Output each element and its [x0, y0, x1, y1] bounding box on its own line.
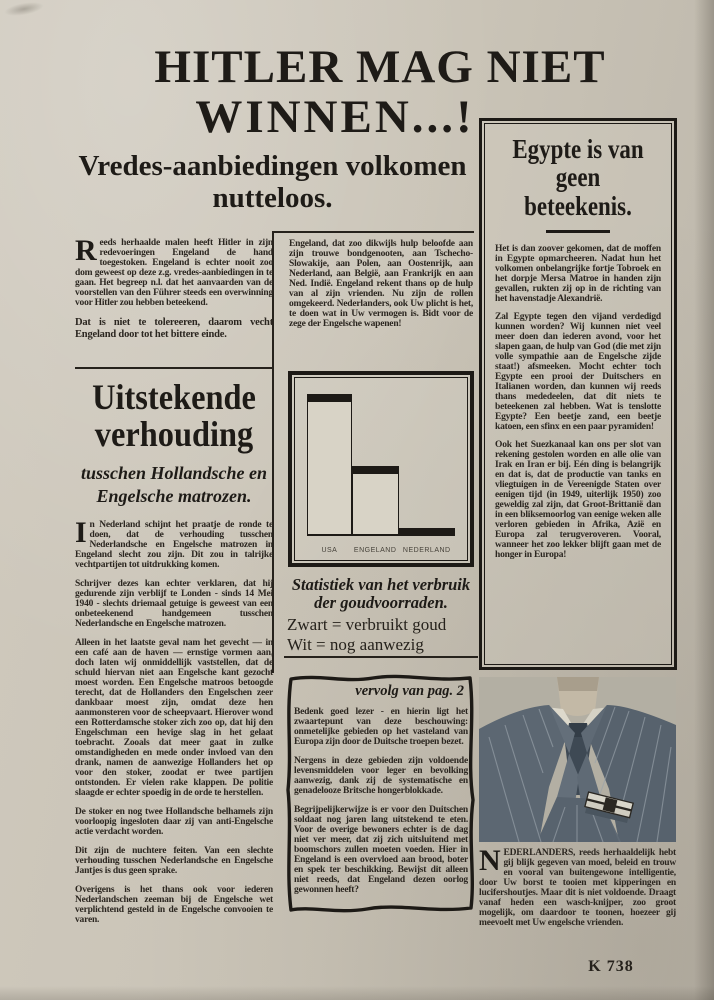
- gold-chart-inner-frame: [294, 377, 468, 561]
- chart-label-usa: USA: [321, 547, 338, 554]
- chart-label-nederland: NEDERLAND: [402, 547, 451, 554]
- chart-legend: [287, 615, 477, 655]
- chart-caption: Statistiek van het verbruik der goudvoorraden.: [291, 575, 471, 613]
- egypte-inner-frame: [484, 123, 672, 665]
- dropcap-i: I: [75, 516, 87, 550]
- matrozen-article: [75, 379, 273, 934]
- lead-article-col2: [289, 239, 473, 338]
- matrozen-paragraph: Schrijver dezes kan echter verklaren, dat hij gedurende zijn verblijf te Londen - sinds 14 Mei 1940 - slechts driemaal getuige is geweest van een onbeteekenend handgemeen tusschen Nederlandsche en Engelsche matrozen.: [75, 579, 273, 630]
- egypte-paragraph: Ook het Suezkanaal kan ons per slot van rekening gestolen worden en alle olie van Irak en Iran er bij. Eén ding is belangrijk en dat is, dat de productie van tanks en vliegtuigen in de Vereenigde Staten over eenigen tijd (in 1949, uiterlijk 1950) zoo geweldig zal zijn, dat Groot-Brittanië dan in een bliksemoorlog van eenige weken alle verloren gebieden in Afrika, Azië en Europa zal terugveroveren. Vooral, wanneer het zoo lekker blijft gaan met de honger in Europa!: [495, 439, 661, 560]
- lead-article-col1: [75, 234, 273, 349]
- continuation-paragraph: Bedenk goed lezer - en hierin ligt het zwaartepunt van deze beschouwing: onmetelijke gebieden op het vasteland van Europa zijn door de Duitsche troepen bezet.: [294, 707, 468, 747]
- mid-column-bottom-rule: [284, 656, 478, 658]
- matrozen-paragraph: Alleen in het laatste geval nam het gevecht — in een café aan de haven — ernstige vormen aan, doch laten wij onmiddellijk vaststellen, dat de schuld hiervan niet aan Engelsche kant gezocht moest worden. Een Engelsche matroos betoogde terecht, dat de Hollanders den Engelschen zeer dankbaar moest zijn, omdat deze hen aanmonsteren voor de scheepvaart. Hierover wond een Rotterdamsche stoker zich zoo op, dat hij den Engelschman een hevige slag in het gelaat toebracht. Zooals dat meer gaat in zulke omstandigheden en mede onder invloed van den drank, namen de aanwezige Hollanders het op voor den stoker, zoodat er twee partijen ontstonden. Er vielen rake klappen. De politie slaagde er echter spoedig in de orde te herstellen.: [75, 638, 273, 799]
- egypte-body: [495, 244, 661, 560]
- matrozen-paragraph: In Nederland schijnt het praatje de ronde te doen, dat de verhouding tusschen Nederlandsche en Engelsche matrozen in Engeland slecht zou zijn. Dit zou in talrijke vechtpartijen tot uitdrukking komen.: [75, 516, 273, 571]
- lead-paragraph-3: Engeland, dat zoo dikwijls hulp beloofde aan zijn trouwe bondgenooten, aan Tschecho-Slowakije, aan Polen, aan Oostenrijk, aan Nederland, aan België, aan Frankrijk en aan Ned. Indië. Engeland rekent thans op de hulp van al zijn vrienden. Nu zijn de rollen omgekeerd. Nederlanders, ook Uw plicht is het, te doen wat in Uw vermogen is. Bidt voor de zege der Engelsche wapenen!: [289, 239, 473, 329]
- headline-subtitle: Vredes-aanbiedingen volkomen nutteloos.: [78, 150, 467, 215]
- headline-line2: WINNEN...!: [195, 91, 475, 143]
- matrozen-paragraph: Overigens is het thans ook voor iederen Nederlandschen zeeman bij de Engelsche wet verplichtend gesteld in de Engelsche convooien te varen.: [75, 885, 273, 926]
- page-edge-shadow-right: [694, 0, 714, 1000]
- gold-chart-box: [288, 371, 474, 567]
- dropcap-r: R: [75, 234, 97, 267]
- continuation-header: vervolg van pag. 2: [355, 683, 464, 699]
- continuation-content: [294, 683, 468, 906]
- egypte-title-divider: [546, 230, 610, 233]
- nederlanders-note: [479, 844, 676, 937]
- egypte-title: Egypte is van geen beteekenis.: [512, 134, 644, 221]
- left-column-section-rule: [75, 367, 273, 369]
- page-code: K 738: [588, 958, 634, 975]
- continuation-paragraph: Begrijpelijkerwijze is er voor den Duitschen soldaat nog jaren lang uitstekend te eten. Voor de overige bewoners echter is de dag niet ver meer, dat zij zich uitsluitend met boomschors zullen moeten voeden. Hier in Engeland is een overvloed aan brood, boter en spek ter beschikking. Bewijst dit alleen niet reeds, dat Engeland dezen oorlog gewonnen heeft?: [294, 805, 468, 895]
- chart-bar-used: [308, 395, 351, 402]
- suit-portrait-photo: [479, 677, 676, 842]
- lead-paragraph-2: Dat is niet te tolereeren, daarom vecht Engeland door tot het bittere einde.: [75, 317, 273, 340]
- gold-chart-plot: [307, 388, 455, 536]
- matrozen-paragraph: De stoker en nog twee Hollandsche belhamels zijn voorloopig ingesloten daar zij van anti-Engelsche actie verdacht worden.: [75, 807, 273, 838]
- chart-bar-slot-usa: [307, 388, 352, 535]
- matrozen-paragraph: Dit zijn de nuchtere feiten. Van een slechte verhouding tusschen Nederlandsche en Engelsche Jantjes is dus geen sprake.: [75, 846, 273, 877]
- chart-legend-black: Zwart = verbruikt goud: [287, 615, 447, 634]
- chart-axis-labels: [307, 547, 455, 554]
- dropcap-n: N: [479, 844, 501, 877]
- matrozen-heading: Uitstekende verhouding: [92, 377, 256, 454]
- chart-bar: [399, 528, 455, 535]
- chart-bar-slot-engeland: [352, 388, 399, 535]
- chart-bar-slot-nederland: [399, 388, 455, 535]
- page-edge-shadow-bottom: [0, 986, 714, 1000]
- chart-bar: [307, 394, 352, 535]
- headline-line1: HITLER MAG NIET: [154, 41, 606, 93]
- egypte-paragraph: Het is dan zoover gekomen, dat de moffen in Egypte opmarcheeren. Nadat hun het volkomen onbelangrijke fortje Tobroek en het dorpje Mersa Matroe in handen zijn gevallen, rukten zij op in de richting van het havenstadje Alexandrië.: [495, 243, 661, 304]
- matrozen-subheading: tusschen Hollandsche en Engelsche matrozen.: [80, 463, 268, 506]
- chart-label-engeland: ENGELAND: [353, 547, 397, 554]
- chart-legend-white: Wit = nog aanwezig: [287, 635, 424, 655]
- chart-bar: [352, 466, 399, 535]
- nederlanders-paragraph: NEDERLANDERS, reeds herhaaldelijk hebt gij blijk gegeven van moed, beleid en trouw en vooral van buitengewone intelligentie, door Uw borst te tooien met kipperingen en lucifershoutjes. Maar dit is niet voldoende. Draagt vanaf heden een wasch-knijper, zoo groot mogelijk, om daardoor te toonen, hoezeer gij meevoelt met Uw engelsche vrienden.: [479, 844, 676, 928]
- lead-paragraph-1: Reeds herhaalde malen heeft Hitler in zijn redevoeringen Engeland de hand toegestoken. Engeland is echter nooit zoo dom geweest op deze z.g. vredes-aanbiedingen in te gaan. Het begreep n.l. dat het aanvaarden van de voorstellen van den Führer steeds een overwinning voor Hitler zou hebben beteekend.: [75, 234, 273, 308]
- mid-column-top-rule: [272, 231, 474, 233]
- egypte-article-box: [479, 118, 677, 670]
- chart-bar-used: [400, 529, 454, 534]
- suit-photo-graphic: [479, 677, 676, 842]
- chart-bar-used: [353, 467, 398, 474]
- egypte-paragraph: Zal Egypte tegen den vijand verdedigd kunnen worden? Wij kunnen niet veel meer doen dan iederen avond, voor het slapen gaan, de hulp van God (die met zijn volle sympathie aan de Engelsche zijde staat!) afsmeeken. Mocht echter toch Egypte een prooi der Duitschers en Italianen worden, dan kunnen wij reeds thans mededeelen, dat dit niets te beteekenen zal hebben. Wat is tenslotte Egypte? Een beetje zand, een beetje katoen, een sfinx en een paar pyramiden!: [495, 311, 661, 432]
- matrozen-body: [75, 516, 273, 926]
- continuation-box: [281, 670, 481, 918]
- paper-smudge: [3, 0, 44, 18]
- continuation-paragraph: Nergens in deze gebieden zijn voldoende levensmiddelen voor leger en bevolking aanwezig, dank zij de systematische en genadelooze Britsche hongerblokkade.: [294, 756, 468, 796]
